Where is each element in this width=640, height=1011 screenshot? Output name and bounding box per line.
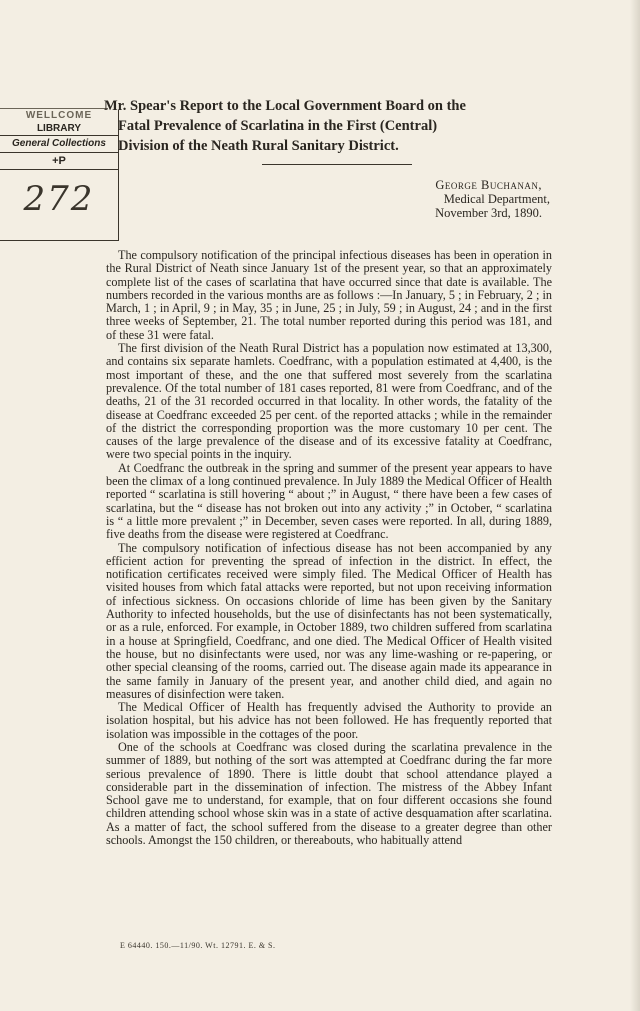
title-divider	[262, 164, 412, 165]
paragraph: The compulsory notification of infectious disease has not been accompanied by any efficient action for preventing the spread of infection in the district. In effect, the notification certificates received were simply filed. The Medical Officer of Health has visited houses from which fatal attacks were reported, but not upon receiving information of infectious sickness. On occasions chloride of lime has been given by the Sanitary Authority to infected households, but the use of disinfectants has not been systematically, or as a rule, enforced. For example, in October 1889, two children suffered from scarlatina in a house at Springfield, Coedfranc, and one died. The Medical Officer of Health visited the house, but no disinfectants were used, nor was any lime-washing or re-papering, or other special cleansing of the rooms, carried out. The disease again made its appearance in the same family in January of the present year, and another child died, and again no measures of disinfection were taken.	[106, 540, 552, 701]
stamp-collections: General Collections	[0, 136, 118, 153]
stamp-top-rule	[0, 108, 108, 109]
paragraph: The Medical Officer of Health has frequently advised the Authority to provide an isolation hospital, but his advice has not been followed. He has frequently reported that isolation was impossible in the cottages of the poor.	[106, 700, 552, 741]
report-title	[104, 96, 558, 156]
printer-imprint: E 64440. 150.—11/90. Wt. 12791. E. & S.	[120, 941, 276, 950]
paragraph: One of the schools at Coedfranc was closed during the scarlatina prevalence in the summer of 1889, but nothing of the sort was attempted at Coedfranc during the far more serious prevalence of 1890. There is little doubt that school attendance played a considerable part in the dissemination of infection. The mistress of the Abbey Infant School gave me to understand, for example, that on four different occasions she found children attending school whose skin was in a state of active desquamation after scarlatina. As a matter of fact, the school suffered from the disease to a greater degree than other schools. Amongst the 150 children, or thereabouts, who habitually attend	[106, 739, 552, 848]
library-stamp	[0, 110, 119, 241]
title-line-3: Division of the Neath Rural Sanitary District.	[118, 138, 399, 154]
title-line-1: Mr. Spear's Report to the Local Government Board on the	[104, 98, 466, 114]
paragraph: The first division of the Neath Rural District has a population now estimated at 13,300, and contains six separate hamlets. Coedfranc, with a population estimated at 4,400, is the most important of these, and the one that suffered most severely from the scarlatina prevalence. Of the total number of 181 cases reported, 81 were from Coedfranc, and of the deaths, 21 of the 31 recorded occurred in that locality. In other words, the fatality of the disease at Coedfranc exceeded 25 per cent. of the reported attacks ; while in the remainder of the district the corresponding proportion was the more customary 10 per cent. The causes of the large prevalence of the disease and of its excessive fatality at Coedfranc, were two special points in the inquiry.	[106, 341, 552, 462]
signature-date: November 3rd, 1890.	[435, 206, 542, 220]
report-body	[106, 249, 552, 847]
title-line-2: Fatal Prevalence of Scarlatina in the First (Central)	[118, 118, 438, 134]
stamp-class: +P	[0, 153, 118, 170]
paragraph: At Coedfranc the outbreak in the spring and summer of the present year appears to have been the climax of a long continued prevalence. In July 1889 the Medical Officer of Health reported “ scarlatina is still hovering “ about ;” in August, “ there have been a few cases of scarlatina, but the “ disease has not broken out into any activity ;” in October, “ scarlatina is “ a little more prevalent ;” in December, seven cases were reported. In all, during 1889, five deaths from the disease were registered at Coedfranc.	[106, 460, 552, 542]
stamp-shelfmark: 272	[23, 179, 95, 219]
signature-name: George Buchanan,	[435, 178, 542, 192]
signature-department: Medical Department,	[443, 192, 550, 206]
stamp-wellcome: WELLCOME	[25, 110, 93, 121]
stamp-library: LIBRARY	[0, 122, 118, 136]
signature-block	[435, 178, 550, 220]
paragraph: The compulsory notification of the principal infectious diseases has been in operation in the Rural District of Neath since January 1st of the present year, so that an approximately complete list of the cases of scarlatina that have occurred since that date is available. The numbers recorded in the various months are as follows :—In January, 5 ; in February, 2 ; in March, 1 ; in April, 9 ; in May, 35 ; in June, 25 ; in July, 59 ; in August, 24 ; and in the first three weeks of September, 21. The total number reported during this period was 181, and of these 31 were fatal.	[106, 248, 552, 342]
page-edge-shadow	[630, 0, 640, 1011]
